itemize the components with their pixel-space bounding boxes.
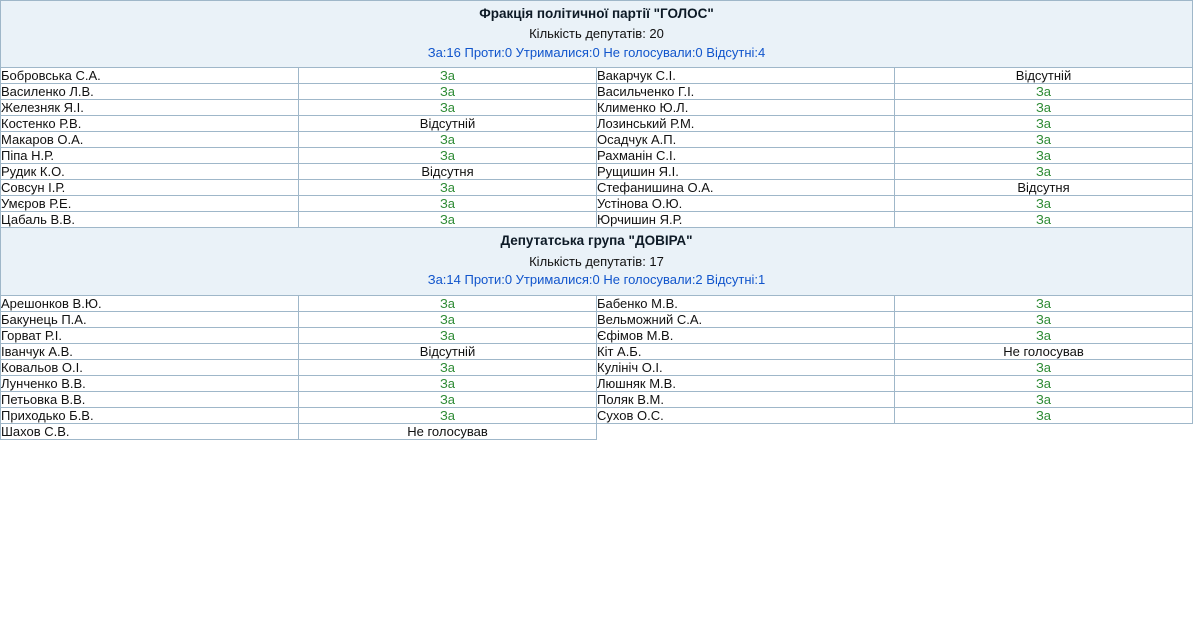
deputy-vote: За (895, 116, 1193, 132)
deputy-name: Рудик К.О. (1, 164, 299, 180)
faction-vote-summary: За:14 Проти:0 Утрималися:0 Не голосували:2 Відсутні:1 (427, 272, 766, 288)
table-row (1, 212, 1193, 228)
deputy-name: Поляк В.М. (597, 391, 895, 407)
deputy-vote: Відсутня (299, 164, 597, 180)
table-row (1, 148, 1193, 164)
deputy-name: Люшняк М.В. (597, 375, 895, 391)
deputy-vote: За (299, 132, 597, 148)
deputy-name: Бабенко М.В. (597, 295, 895, 311)
deputy-name: Лунченко В.В. (1, 375, 299, 391)
table-row (1, 180, 1193, 196)
deputy-name: Стефанишина О.А. (597, 180, 895, 196)
deputy-name: Лозинський Р.М. (597, 116, 895, 132)
deputy-vote: За (299, 196, 597, 212)
deputy-name: Юрчишин Я.Р. (597, 212, 895, 228)
faction-header-cell (1, 228, 1193, 295)
faction-header-cell (1, 1, 1193, 68)
table-row (1, 132, 1193, 148)
faction-header-block (1, 1, 1192, 67)
table-row (1, 391, 1193, 407)
table-row (1, 407, 1193, 423)
deputy-name: Вакарчук С.І. (597, 68, 895, 84)
deputy-name: Вельможний С.А. (597, 311, 895, 327)
deputy-name: Василенко Л.В. (1, 84, 299, 100)
table-row (1, 423, 1193, 439)
deputy-vote: За (895, 359, 1193, 375)
deputy-name: Кулініч О.І. (597, 359, 895, 375)
faction-title: Депутатська група "ДОВІРА" (500, 233, 693, 249)
deputy-name: Ковальов О.І. (1, 359, 299, 375)
deputy-name: Іванчук А.В. (1, 343, 299, 359)
deputy-vote: Відсутній (895, 68, 1193, 84)
deputy-name: Цабаль В.В. (1, 212, 299, 228)
deputy-vote: За (895, 164, 1193, 180)
deputy-name: Рахманін С.І. (597, 148, 895, 164)
deputy-vote: За (299, 100, 597, 116)
deputy-name: Умєров Р.Е. (1, 196, 299, 212)
table-row (1, 164, 1193, 180)
deputy-vote: Відсутній (299, 343, 597, 359)
deputy-vote: Відсутній (299, 116, 597, 132)
deputy-vote: За (895, 100, 1193, 116)
deputy-vote: За (299, 391, 597, 407)
faction-header-row (1, 1, 1193, 68)
deputy-vote: За (895, 148, 1193, 164)
deputy-name: Кіт А.Б. (597, 343, 895, 359)
deputy-name: Сухов О.С. (597, 407, 895, 423)
empty-cell (597, 423, 895, 439)
table-row (1, 311, 1193, 327)
table-row (1, 116, 1193, 132)
deputy-vote: Не голосував (299, 423, 597, 439)
deputy-name: Горват Р.І. (1, 327, 299, 343)
table-row (1, 327, 1193, 343)
deputy-vote: За (299, 407, 597, 423)
deputy-name: Макаров О.А. (1, 132, 299, 148)
faction-deputy-count: Кількість депутатів: 17 (529, 253, 664, 269)
deputy-name: Железняк Я.І. (1, 100, 299, 116)
deputy-name: Приходько Б.В. (1, 407, 299, 423)
faction-deputy-count: Кількість депутатів: 20 (529, 26, 664, 42)
empty-cell (895, 423, 1193, 439)
deputy-vote: За (299, 327, 597, 343)
deputy-vote: Не голосував (895, 343, 1193, 359)
deputy-vote: За (895, 132, 1193, 148)
deputy-vote: За (299, 84, 597, 100)
faction-vote-summary: За:16 Проти:0 Утрималися:0 Не голосували:0 Відсутні:4 (427, 44, 766, 60)
table-row (1, 375, 1193, 391)
deputy-vote: За (895, 407, 1193, 423)
deputy-name: Піпа Н.Р. (1, 148, 299, 164)
table-row (1, 100, 1193, 116)
deputy-name: Єфімов М.В. (597, 327, 895, 343)
deputy-vote: За (299, 68, 597, 84)
faction-header-block (1, 228, 1192, 294)
deputy-vote: За (895, 327, 1193, 343)
deputy-vote: За (895, 196, 1193, 212)
deputy-vote: За (895, 391, 1193, 407)
deputy-name: Шахов С.В. (1, 423, 299, 439)
table-row (1, 84, 1193, 100)
deputy-name: Устінова О.Ю. (597, 196, 895, 212)
deputy-name: Васильченко Г.І. (597, 84, 895, 100)
deputy-name: Петьовка В.В. (1, 391, 299, 407)
table-row (1, 295, 1193, 311)
deputy-name: Костенко Р.В. (1, 116, 299, 132)
deputy-name: Рущишин Я.І. (597, 164, 895, 180)
table-row (1, 68, 1193, 84)
table-row (1, 343, 1193, 359)
deputy-vote: За (299, 148, 597, 164)
deputy-name: Бобровська С.А. (1, 68, 299, 84)
deputy-vote: За (299, 311, 597, 327)
deputy-vote: За (895, 84, 1193, 100)
deputy-vote: За (895, 212, 1193, 228)
deputy-vote: Відсутня (895, 180, 1193, 196)
deputy-vote: За (895, 311, 1193, 327)
faction-title: Фракція політичної партії "ГОЛОС" (479, 6, 714, 21)
deputy-vote: За (299, 359, 597, 375)
table-row (1, 359, 1193, 375)
deputy-vote: За (299, 180, 597, 196)
deputy-name: Бакунець П.А. (1, 311, 299, 327)
deputy-name: Совсун І.Р. (1, 180, 299, 196)
deputy-name: Клименко Ю.Л. (597, 100, 895, 116)
deputy-vote: За (895, 375, 1193, 391)
deputy-name: Осадчук А.П. (597, 132, 895, 148)
table-row (1, 196, 1193, 212)
deputy-vote: За (299, 295, 597, 311)
faction-header-row (1, 228, 1193, 295)
deputy-vote: За (299, 212, 597, 228)
deputy-name: Арешонков В.Ю. (1, 295, 299, 311)
deputy-vote: За (299, 375, 597, 391)
deputy-vote: За (895, 295, 1193, 311)
